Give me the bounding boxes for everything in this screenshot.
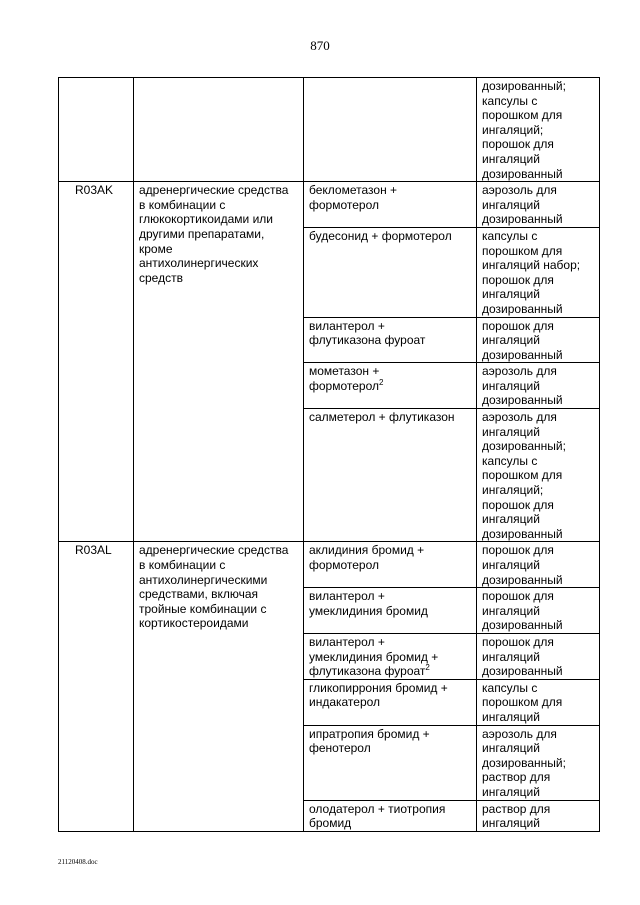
drug-name-cell — [304, 542, 477, 588]
drug-name: олодатерол + тиотропия бромид — [309, 801, 446, 831]
atc-code-cell: R03AL — [59, 542, 134, 831]
dosage-form-cell: порошок для ингаляций дозированный — [477, 317, 600, 363]
drug-name: гликопиррония бромид + индакатерол — [309, 680, 448, 710]
dosage-form-cell: порошок для ингаляций дозированный — [477, 542, 600, 588]
drug-name: ипратропия бромид + фенотерол — [309, 726, 430, 756]
dosage-form-cell: аэрозоль для ингаляций дозированный — [477, 363, 600, 409]
drug-name: беклометазон + формотерол — [309, 183, 398, 212]
drug-name-cell — [304, 182, 477, 228]
drug-name: вилантерол + флутиказона фуроат — [309, 318, 426, 348]
drug-name: будесонид + формотерол — [309, 228, 452, 243]
drug-name-cell — [304, 409, 477, 542]
footnote-marker: 2 — [425, 663, 430, 673]
dosage-form-cell: капсулы с порошком для ингаляций — [477, 679, 600, 725]
atc-code-cell: R03AK — [59, 182, 134, 542]
drug-name: аклидиния бромид + формотерол — [309, 543, 425, 572]
drug-name-cell — [304, 317, 477, 363]
dosage-form-cell: аэрозоль для ингаляций дозированный; капсулы с порошком для ингаляций; порошок для ингаляций дозированный — [477, 409, 600, 542]
drug-name: вилантерол + умеклидиния бромид — [309, 589, 428, 618]
dosage-form-cell: капсулы с порошком для ингаляций набор; порошок для ингаляций дозированный — [477, 227, 600, 317]
description-cell — [134, 78, 304, 182]
drug-name-cell — [304, 800, 477, 831]
footer-filename: 21120408.doc — [58, 858, 98, 866]
code-cell — [59, 78, 134, 182]
drug-name-cell — [304, 227, 477, 317]
dosage-form-cell: порошок для ингаляций дозированный — [477, 633, 600, 679]
drug-name-cell — [304, 588, 477, 634]
table-row — [59, 78, 600, 182]
drug-name-cell — [304, 725, 477, 800]
drug-cell — [304, 78, 477, 182]
dosage-form-cell: аэрозоль для ингаляций дозированный; раствор для ингаляций — [477, 725, 600, 800]
group-description-cell: адренергические средства в комбинации с антихолинергическими средствами, включая тройные комбинации с кортикостероидами — [134, 542, 304, 831]
drug-name: салметерол + флутиказон — [309, 410, 455, 425]
drug-name-cell — [304, 363, 477, 409]
drug-name-cell — [304, 679, 477, 725]
drug-name-cell — [304, 633, 477, 679]
drug-name: мометазон + формотерол — [309, 364, 380, 393]
page-number: 870 — [310, 38, 330, 53]
dosage-form-cell: раствор для ингаляций — [477, 800, 600, 831]
form-cell: дозированный; капсулы с порошком для ингаляций; порошок для ингаляций дозированный — [477, 78, 600, 182]
footnote-marker: 2 — [379, 377, 384, 387]
group-description-cell: адренергические средства в комбинации с глюкокортикоидами или другими препаратами, кроме антихолинергических средств — [134, 182, 304, 542]
dosage-form-cell: аэрозоль для ингаляций дозированный — [477, 182, 600, 228]
dosage-form-cell: порошок для ингаляций дозированный — [477, 588, 600, 634]
drug-name: вилантерол + умеклидиния бромид + флутиказона фуроат — [309, 634, 439, 679]
drug-classification-table — [58, 77, 600, 832]
table-row — [59, 542, 600, 588]
table-row — [59, 182, 600, 228]
